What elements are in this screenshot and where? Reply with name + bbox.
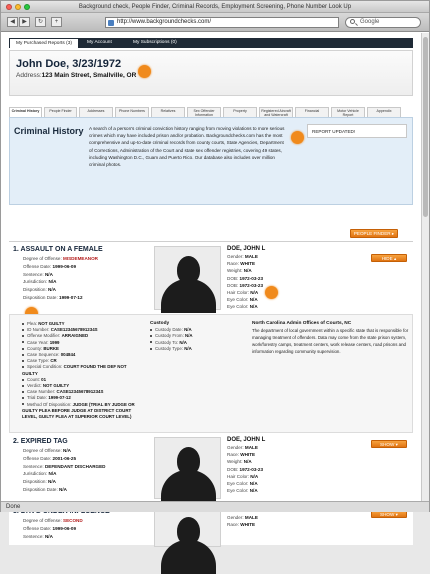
browser-toolbar (1, 13, 429, 32)
detail-label: DOB: (227, 282, 239, 288)
window-title: Background check, People Finder, Criminal Records, Employment Screening, Phone Number Look Up (78, 4, 352, 10)
divider (9, 241, 413, 242)
detail-value: MALE (244, 515, 258, 520)
case-label: Case Sequence: (27, 352, 60, 358)
case-value: NOT GUILTY (42, 383, 70, 389)
custody-label: Custody From: (155, 333, 184, 339)
detail-label: Gender: (227, 254, 244, 259)
custody-label: Custody Date: (155, 327, 183, 333)
detail-label: Eye Color: (227, 488, 249, 494)
detail-label: Eye Color: (227, 297, 249, 303)
address-value: 123 Main Street, Smallville, OR (41, 72, 137, 79)
field-value: 1999-07-12 (59, 294, 83, 300)
case-value: 004844 (60, 352, 76, 358)
person-address (16, 72, 136, 79)
hide-button[interactable]: HIDE ▴ (371, 254, 407, 262)
criminal-history-panel (9, 117, 413, 205)
case-value: JUDGE (TRIAL BY JUDGE OR GUILTY PLEA BEFORE JUDGE AT DISTRICT COURT LEVEL, GUILTY PLEA AT SUPERIOR COURT LEVEL) (22, 401, 135, 420)
tab-addresses[interactable]: Addresses (79, 107, 113, 118)
mugshot-silhouette (154, 437, 221, 499)
field-label: Degree of Offense: (23, 448, 62, 453)
case-value: NOT GUILTY (38, 321, 65, 326)
add-bookmark-icon[interactable]: + (51, 17, 62, 27)
field-value: SECOND (63, 518, 83, 523)
case-value: 01 (41, 376, 47, 382)
mugshot-silhouette (154, 507, 221, 547)
show-label: SHOW (380, 512, 395, 517)
field-value: N/A (48, 279, 57, 285)
custody-value: N/A (179, 339, 187, 345)
search-input[interactable] (345, 17, 421, 28)
custody-label: Custody To: (155, 339, 179, 345)
field-label: Offense Date: (23, 525, 52, 531)
detail-value: N/A (249, 481, 258, 487)
detail-value: N/A (249, 304, 258, 310)
mugshot-silhouette (154, 246, 221, 310)
case-label: Case Year: (27, 339, 49, 345)
minimize-icon[interactable] (15, 4, 21, 10)
case-label: Offense Modifier: (27, 333, 61, 339)
agency-details (252, 321, 416, 355)
case-value: 1999-07-12 (48, 395, 71, 401)
field-label: Disposition: (23, 287, 47, 293)
tab-aircraft-watercraft[interactable]: Registered Aircraft and Watercraft (259, 107, 293, 118)
detail-value: WHITE (240, 522, 256, 528)
custody-value: N/A (184, 327, 192, 333)
show-label: SHOW (380, 442, 395, 447)
record-fields (23, 255, 98, 302)
hotspot-marker (291, 131, 304, 144)
person-name: DOE, JOHN L (227, 437, 266, 443)
detail-label: DOB: (227, 275, 239, 281)
tab-my-subscriptions[interactable]: My Subscriptions (0) (133, 40, 177, 45)
address-label: Address: (16, 72, 42, 79)
custody-value: N/A (185, 333, 193, 339)
detail-label: Race: (227, 522, 240, 528)
show-button[interactable]: SHOW ▾ (371, 440, 407, 448)
detail-label: Hair Color: (227, 290, 249, 296)
record-2 (9, 435, 413, 499)
case-value: COURT FOUND THE DEF NOT GUILTY (22, 364, 127, 376)
title-bar (1, 1, 429, 13)
detail-value: MALE (244, 254, 258, 259)
case-label: Case Number: (27, 389, 56, 395)
custody-details (150, 321, 220, 352)
account-nav (9, 38, 413, 48)
person-name: DOE, JOHN L (227, 246, 266, 252)
detail-value: N/A (243, 268, 252, 274)
tab-appendix[interactable]: Appendix (367, 107, 401, 118)
record-1-details (9, 314, 413, 433)
case-label: Count: (27, 376, 40, 382)
hotspot-marker (265, 286, 278, 299)
field-value: N/A (44, 271, 53, 277)
custody-value: N/A (184, 345, 192, 351)
detail-label: Hair Color: (227, 473, 249, 479)
field-value: N/A (48, 479, 56, 485)
field-label: Disposition Date: (23, 294, 58, 300)
detail-label: Eye Color: (227, 481, 249, 487)
show-button[interactable]: SHOW ▾ (371, 510, 407, 518)
case-value: ARRAIGNED (61, 333, 89, 339)
field-value: N/A (44, 533, 53, 539)
hotspot-marker (138, 65, 151, 78)
field-label: Offense Date: (23, 263, 52, 269)
case-value: BURKE (43, 345, 59, 351)
case-value: CASE1234567891234S (56, 389, 104, 395)
field-value: 2001-06-25 (52, 455, 77, 461)
field-label: Sentence: (23, 271, 44, 277)
case-label: County: (27, 345, 43, 351)
close-icon[interactable] (6, 4, 12, 10)
address-bar-url: http://www.backgroundchecks.com/ (117, 19, 212, 25)
case-label: Case Type: (27, 358, 50, 364)
detail-value: N/A (243, 459, 252, 465)
detail-value: N/A (250, 290, 259, 296)
field-label: Jurisdiction: (23, 279, 48, 285)
record-fields (23, 517, 83, 540)
person-details (227, 246, 265, 311)
field-label: Degree of Offense: (23, 518, 62, 523)
person-header (9, 50, 413, 96)
back-icon[interactable]: ◀ (7, 17, 18, 27)
person-name: John Doe, 3/23/1972 (16, 58, 122, 70)
tab-my-account[interactable]: My Account (87, 40, 112, 45)
field-value: 1999-06-09 (52, 263, 77, 269)
search-icon (350, 19, 355, 24)
tab-criminal-history[interactable]: Criminal History (9, 107, 42, 118)
address-bar[interactable] (105, 17, 339, 28)
forward-icon[interactable]: ▶ (19, 17, 30, 27)
case-label: Special Condition: (27, 364, 63, 370)
field-label: Jurisdiction: (23, 471, 48, 477)
hide-label: HIDE (381, 256, 393, 261)
detail-value: WHITE (240, 452, 256, 458)
report-updated-badge: REPORT UPDATED! (307, 124, 407, 138)
field-value: DEFENDANT DISCHARGED (44, 463, 106, 469)
detail-label: Eye Color: (227, 304, 249, 310)
detail-label: Gender: (227, 515, 244, 520)
field-label: Offense Date: (23, 455, 52, 461)
record-fields (23, 447, 105, 494)
case-label: Method Of Disposition: (27, 401, 72, 407)
field-label: Sentence: (23, 533, 44, 539)
field-label: Disposition: (23, 479, 47, 485)
tab-phone-numbers[interactable]: Phone Numbers (115, 107, 149, 118)
case-label: Trial Date: (27, 395, 48, 401)
field-label: Degree of Offense: (23, 256, 62, 261)
tab-purchased-reports[interactable]: My Purchased Reports (3) (9, 38, 79, 48)
detail-value: N/A (250, 473, 259, 479)
scrollbar-thumb[interactable] (423, 37, 428, 217)
field-value: N/A (48, 287, 56, 293)
site-icon (108, 20, 114, 26)
case-label: Plea: (27, 321, 38, 326)
detail-label: Race: (227, 261, 240, 267)
field-value: N/A (63, 448, 71, 453)
record-title: 2. EXPIRED TAG (13, 438, 68, 445)
detail-value: N/A (249, 488, 258, 494)
detail-label: Race: (227, 452, 240, 458)
section-description: A search of a person's criminal conviction history ranging from moving violations to more serious crimes which may have included prison and/or probation. Backgroundchecks.com has the most comprehensive and up-to-date criminal records from county courts, State Agencies, Department of Corrections, Administration of the Court and state sex offender registries, covering 49 states, including Washington D.C., Guam and Puerto Rico. Our database also includes over million criminal photos. (89, 126, 285, 168)
tab-financial[interactable]: Financial (295, 107, 329, 118)
search-placeholder: Google (360, 19, 380, 25)
detail-label: Weight: (227, 459, 243, 465)
detail-label: Weight: (227, 268, 243, 274)
tab-sex-offender[interactable]: Sex Offender Information (187, 107, 221, 118)
field-value: MISDEMEANOR (63, 256, 98, 261)
reload-icon[interactable]: ↻ (35, 17, 46, 27)
custody-label: Custody Type: (155, 345, 183, 351)
people-finder-label: PEOPLE FINDER (353, 231, 391, 236)
detail-label: Gender: (227, 445, 244, 450)
record-1 (9, 243, 413, 313)
case-details (22, 321, 142, 420)
people-finder-button[interactable]: PEOPLE FINDER ▸ (350, 229, 398, 238)
detail-value: 1972-03-23 (239, 282, 264, 288)
field-value: N/A (48, 471, 57, 477)
detail-value: 1972-03-23 (239, 275, 264, 281)
person-details (227, 437, 265, 494)
custody-heading: Custody (150, 321, 170, 326)
window-controls (6, 4, 30, 10)
field-label: Sentence: (23, 463, 44, 469)
tab-property[interactable]: Property (223, 107, 257, 118)
field-value: 1999-06-09 (52, 525, 77, 531)
field-value: N/A (59, 486, 67, 492)
vertical-scrollbar[interactable] (421, 33, 429, 501)
field-label: Disposition Date: (23, 486, 58, 492)
case-label: ID Number: (27, 327, 50, 333)
case-value: CR (50, 358, 57, 364)
agency-name: North Carolina Admin Offices of Courts, NC (252, 321, 352, 326)
tab-relatives[interactable]: Relatives (151, 107, 185, 118)
case-value: CASE1234567891234S (50, 327, 98, 333)
tab-motor-vehicle[interactable]: Motor Vehicle Report (331, 107, 365, 118)
tab-people-finder[interactable]: People Finder (44, 107, 77, 118)
detail-label: DOB: (227, 466, 239, 472)
detail-value: MALE (244, 445, 258, 450)
record-title: 1. ASSAULT ON A FEMALE (13, 246, 103, 253)
case-label: Verdict: (27, 383, 42, 389)
agency-description: The department of local government within a specific state that is responsible for managing treatment of offenders. Data may come from the state prison system, work/forestry camps, treatment centers, work release centers, road prisons and information regarding community supervision. (252, 328, 409, 355)
section-title: Criminal History (14, 126, 84, 136)
zoom-icon[interactable] (24, 4, 30, 10)
detail-value: WHITE (240, 261, 256, 267)
case-value: 1999 (49, 339, 60, 345)
status-bar: Done (1, 501, 429, 512)
detail-value: 1972-03-23 (239, 466, 264, 472)
detail-value: N/A (249, 297, 258, 303)
